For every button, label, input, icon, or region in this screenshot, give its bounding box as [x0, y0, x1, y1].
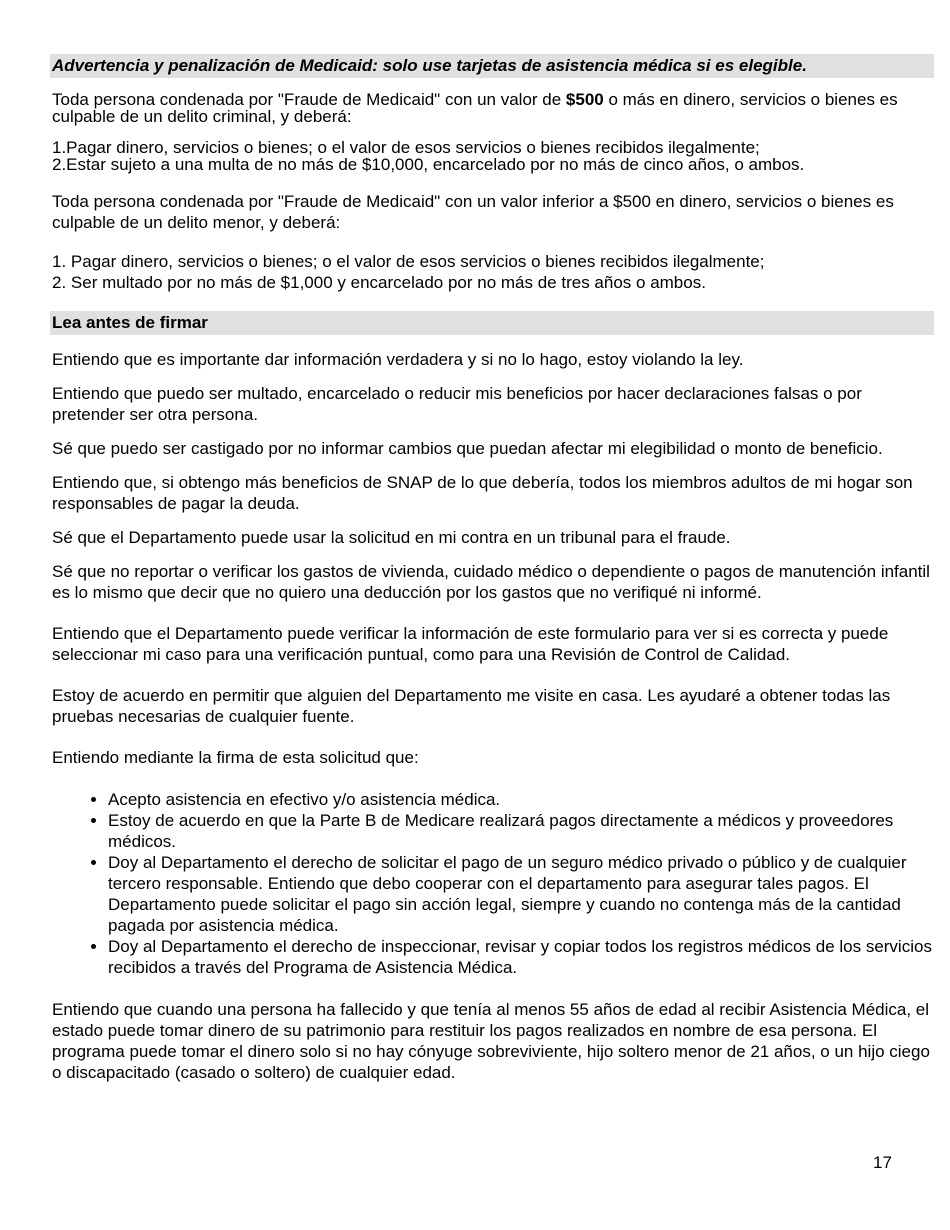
estate-recovery-paragraph: Entiendo que cuando una persona ha fallecido y que tenía al menos 55 años de edad al recibir Asistencia Médica, el estado puede tomar dinero de su patrimonio para restituir los pagos realizados en nombre de esa persona. El programa puede tomar el dinero solo si no hay cónyuge sobreviviente, hijo soltero menor de 21 años, o un hijo ciego o discapacitado (casado o soltero) de cualquier edad. — [52, 1000, 930, 1082]
felony-item: 2.Estar sujeto a una multa de no más de $10,000, encarcelado por no más de cinco años, o ambos. — [52, 155, 805, 174]
statement-paragraph: Entiendo que el Departamento puede verificar la información de este formulario para ver si es correcta y puede seleccionar mi caso para una verificación puntual, como para una Revisión de Control de Calidad. — [52, 624, 889, 664]
list-item: • Estoy de acuerdo en que la Parte B de Medicare realizará pagos directamente a médicos y proveedores médicos. — [108, 810, 934, 852]
medicaid-warning-header: Advertencia y penalización de Medicaid: solo use tarjetas de asistencia médica si es elegible. — [50, 54, 934, 78]
list-item: • Doy al Departamento el derecho de solicitar el pago de un seguro médico privado o público y de cualquier tercero responsable. Entiendo que debo cooperar con el departamento para asegurar tales pagos. El Departamento puede solicitar el pago sin acción legal, siempre y cuando no contenga más de la cantidad pagada por asistencia médica. — [108, 852, 934, 936]
statement-paragraph: Entiendo mediante la firma de esta solicitud que: — [52, 748, 419, 767]
signature-consent-list — [52, 789, 934, 978]
statement-paragraph: Entiendo que es importante dar información verdadera y si no lo hago, estoy violando la ley. — [52, 350, 744, 369]
document-page — [52, 54, 934, 1083]
misdemeanor-intro: Toda persona condenada por "Fraude de Medicaid" con un valor inferior a $500 en dinero, servicios o bienes es culpable de un delito menor, y deberá: — [52, 192, 894, 232]
read-before-signing-header: Lea antes de firmar — [50, 311, 934, 335]
statement-paragraph: Sé que no reportar o verificar los gastos de vivienda, cuidado médico o dependiente o pagos de manutención infantil es lo mismo que decir que no quiero una deducción por los gastos que no verifiqué ni informé. — [52, 562, 930, 602]
statement-paragraph: Sé que el Departamento puede usar la solicitud en mi contra en un tribunal para el fraude. — [52, 528, 731, 547]
statement-paragraph: Entiendo que puedo ser multado, encarcelado o reducir mis beneficios por hacer declaraciones falsas o por pretender ser otra persona. — [52, 384, 862, 424]
misdemeanor-item: 2. Ser multado por no más de $1,000 y encarcelado por no más de tres años o ambos. — [52, 273, 706, 292]
list-item: • Doy al Departamento el derecho de inspeccionar, revisar y copiar todos los registros médicos de los servicios recibidos a través del Programa de Asistencia Médica. — [108, 936, 934, 978]
felony-amount: $500 — [565, 90, 604, 109]
felony-item: 1.Pagar dinero, servicios o bienes; o el valor de esos servicios o bienes recibidos ilegalmente; — [52, 138, 760, 157]
statement-paragraph: Sé que puedo ser castigado por no informar cambios que puedan afectar mi elegibilidad o monto de beneficio. — [52, 439, 883, 458]
page-number: 17 — [873, 1153, 892, 1172]
misdemeanor-item: 1. Pagar dinero, servicios o bienes; o el valor de esos servicios o bienes recibidos ilegalmente; — [52, 252, 765, 271]
statement-paragraph: Estoy de acuerdo en permitir que alguien del Departamento me visite en casa. Les ayudaré a obtener todas las pruebas necesarias de cualquier fuente. — [52, 686, 891, 726]
list-item: • Acepto asistencia en efectivo y/o asistencia médica. — [108, 789, 934, 810]
felony-intro: Toda persona condenada por "Fraude de Medicaid" con un valor de $500 o más en dinero, servicios o bienes es culpable de un delito criminal, y deberá: — [52, 90, 898, 126]
statement-paragraph: Entiendo que, si obtengo más beneficios de SNAP de lo que debería, todos los miembros adultos de mi hogar son responsables de pagar la deuda. — [52, 473, 913, 513]
